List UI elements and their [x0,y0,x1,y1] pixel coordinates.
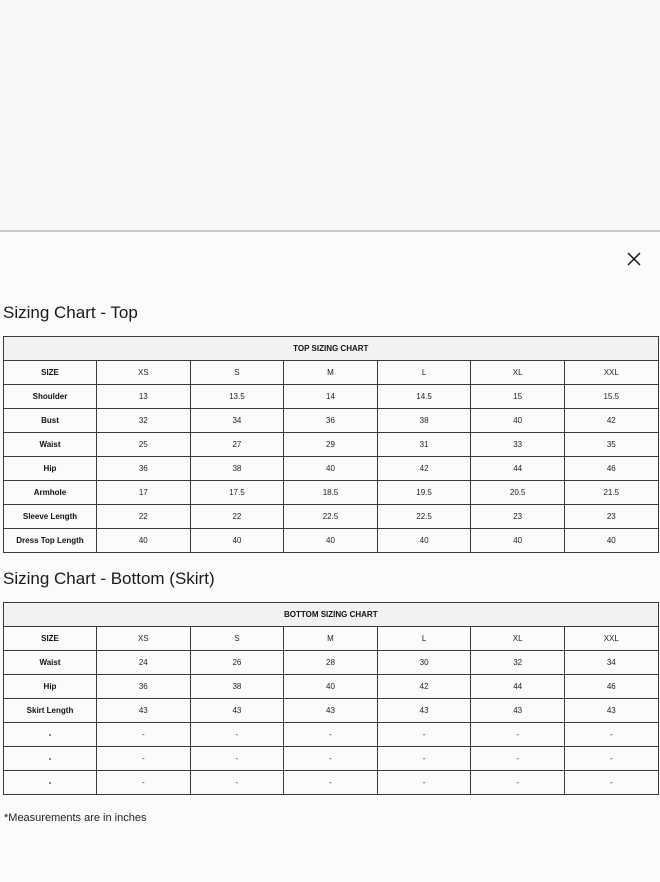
size-column-header: M [284,627,378,651]
measurement-value: 23 [471,505,565,529]
size-column-header: M [284,361,378,385]
measurement-value: 40 [97,529,191,553]
table-row [4,723,659,747]
measurement-value: 14.5 [377,385,471,409]
measurement-label: Waist [4,651,97,675]
measurement-value: 40 [284,675,378,699]
bottom-chart-title: Sizing Chart - Bottom (Skirt) [3,569,215,588]
table-row [4,747,659,771]
measurement-value: 36 [284,409,378,433]
measurement-value: 35 [564,433,658,457]
measurement-value: - [284,771,378,795]
sizing-chart-modal [0,230,660,882]
measurement-value: - [284,723,378,747]
measurement-label: - [4,747,97,771]
measurement-label: Skirt Length [4,699,97,723]
bottom-sizing-table [3,602,659,795]
top-chart-title: Sizing Chart - Top [3,303,138,322]
measurement-value: 33 [471,433,565,457]
measurement-value: 43 [564,699,658,723]
measurement-label: Armhole [4,481,97,505]
size-header-row [4,627,659,651]
measurement-label: Bust [4,409,97,433]
bottom-table-caption: BOTTOM SIZING CHART [4,603,659,627]
size-column-header: XXL [564,361,658,385]
measurement-value: - [97,723,191,747]
size-column-header: L [377,361,471,385]
measurement-value: 22.5 [377,505,471,529]
table-row [4,529,659,553]
table-row [4,457,659,481]
measurement-value: 15 [471,385,565,409]
measurement-value: 27 [190,433,284,457]
measurement-value: 28 [284,651,378,675]
measurement-value: 22.5 [284,505,378,529]
measurement-value: - [564,771,658,795]
measurement-label: Waist [4,433,97,457]
measurement-value: 36 [97,457,191,481]
measurement-value: 25 [97,433,191,457]
measurement-label: Sleeve Length [4,505,97,529]
close-icon[interactable] [625,250,643,268]
measurement-value: 14 [284,385,378,409]
measurement-value: - [471,723,565,747]
measurement-value: 22 [190,505,284,529]
measurement-value: 20.5 [471,481,565,505]
page-backdrop [0,0,660,230]
measurement-value: - [564,747,658,771]
size-column-header: XL [471,361,565,385]
measurement-footnote: *Measurements are in inches [4,812,147,824]
measurement-value: 38 [190,675,284,699]
measurement-label: Dress Top Length [4,529,97,553]
size-header-label: SIZE [4,361,97,385]
table-row [4,675,659,699]
measurement-value: - [284,747,378,771]
measurement-value: - [190,747,284,771]
measurement-value: 40 [284,457,378,481]
measurement-value: 17 [97,481,191,505]
size-column-header: XS [97,627,191,651]
table-row [4,409,659,433]
measurement-value: 34 [564,651,658,675]
measurement-value: 17.5 [190,481,284,505]
top-sizing-table [3,336,659,553]
measurement-value: 43 [377,699,471,723]
measurement-value: - [190,771,284,795]
measurement-value: - [377,747,471,771]
measurement-value: 29 [284,433,378,457]
measurement-value: 36 [97,675,191,699]
measurement-value: 38 [377,409,471,433]
measurement-value: 40 [471,529,565,553]
measurement-label: - [4,723,97,747]
measurement-value: - [471,771,565,795]
measurement-value: 43 [190,699,284,723]
measurement-value: 40 [377,529,471,553]
measurement-value: 46 [564,675,658,699]
measurement-value: 34 [190,409,284,433]
measurement-label: Hip [4,675,97,699]
measurement-value: - [471,747,565,771]
measurement-value: 40 [190,529,284,553]
measurement-value: 13 [97,385,191,409]
table-row [4,699,659,723]
measurement-value: - [97,747,191,771]
measurement-value: 22 [97,505,191,529]
measurement-value: 13.5 [190,385,284,409]
measurement-value: 44 [471,457,565,481]
measurement-value: 15.5 [564,385,658,409]
measurement-label: - [4,771,97,795]
size-column-header: S [190,627,284,651]
table-row [4,505,659,529]
table-row [4,771,659,795]
measurement-value: 19.5 [377,481,471,505]
measurement-value: 26 [190,651,284,675]
measurement-label: Shoulder [4,385,97,409]
size-header-label: SIZE [4,627,97,651]
size-header-row [4,361,659,385]
measurement-value: 42 [377,675,471,699]
measurement-value: - [97,771,191,795]
measurement-value: 43 [284,699,378,723]
measurement-value: 42 [564,409,658,433]
measurement-value: - [564,723,658,747]
size-column-header: XS [97,361,191,385]
measurement-value: 32 [97,409,191,433]
measurement-value: 40 [564,529,658,553]
measurement-value: - [190,723,284,747]
measurement-value: 32 [471,651,565,675]
measurement-value: 43 [471,699,565,723]
size-column-header: XXL [564,627,658,651]
measurement-value: 23 [564,505,658,529]
measurement-value: 44 [471,675,565,699]
measurement-value: 18.5 [284,481,378,505]
size-column-header: L [377,627,471,651]
measurement-value: 38 [190,457,284,481]
measurement-value: - [377,771,471,795]
table-row [4,385,659,409]
size-column-header: S [190,361,284,385]
measurement-value: 21.5 [564,481,658,505]
measurement-value: 42 [377,457,471,481]
measurement-value: 46 [564,457,658,481]
measurement-value: 24 [97,651,191,675]
measurement-value: 43 [97,699,191,723]
measurement-value: 40 [471,409,565,433]
measurement-value: 30 [377,651,471,675]
measurement-value: 40 [284,529,378,553]
table-row [4,481,659,505]
top-table-caption: TOP SIZING CHART [4,337,659,361]
measurement-label: Hip [4,457,97,481]
measurement-value: 31 [377,433,471,457]
table-row [4,433,659,457]
size-column-header: XL [471,627,565,651]
table-row [4,651,659,675]
measurement-value: - [377,723,471,747]
